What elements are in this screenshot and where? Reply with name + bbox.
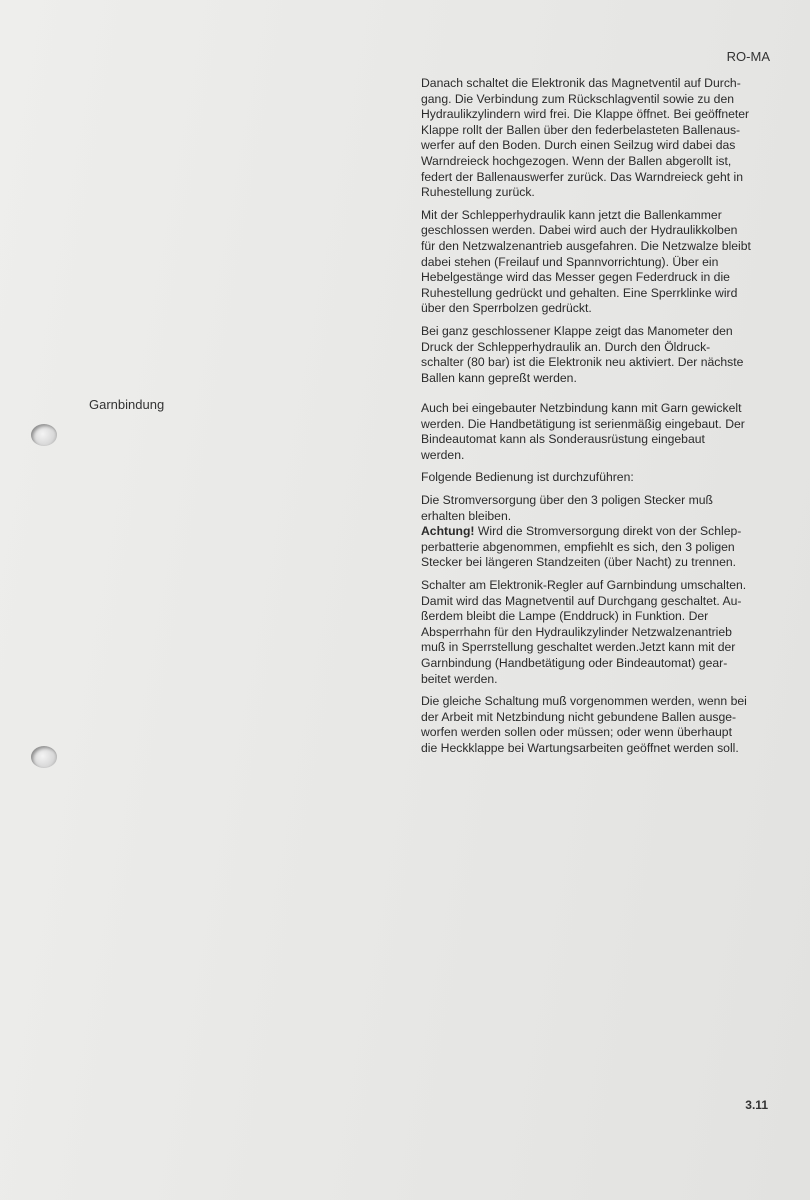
header-reference: RO-MA: [726, 49, 770, 64]
paragraph: Bei ganz geschlossener Klappe zeigt das Manometer den Druck der Schlepperhydraulik an. Durch den Öldruck- schalter (80 bar) ist die Elektronik neu aktiviert. Der nächste Ballen kann gepreßt werden.: [421, 323, 744, 385]
text-column-operation: [421, 76, 771, 393]
paragraph: Schalter am Elektronik-Regler auf Garnbindung umschalten. Damit wird das Magnetventil auf Durchgang geschaltet. Au- ßerdem bleibt die Lampe (Enddruck) in Funktion. Der Absperrhahn für den Hydraulikzylinder Netzwalzenantrieb muß in Sperrstellung geschaltet werden.Jetzt kann mit der Garnbindung (Handbetätigung oder Bindeautomat) gear- beitet werden.: [421, 577, 747, 686]
page-number: 3.11: [745, 1098, 768, 1112]
paragraph: Folgende Bedienung ist durchzuführen:: [421, 470, 634, 485]
paragraph-text: Die Stromversorgung über den 3 poligen Stecker muß erhalten bleiben.: [421, 492, 713, 523]
punch-hole: [31, 746, 57, 768]
warning-text: Wird die Stromversorgung direkt von der Schlep- perbatterie abgenommen, empfiehlt es sich, den 3 poligen Stecker bei längeren Standzeiten (über Nacht) zu trennen.: [421, 524, 742, 570]
text-column-garnbindung: [421, 401, 771, 763]
warning-label: Achtung!: [421, 524, 475, 539]
punch-hole: [31, 424, 57, 446]
section-heading-garnbindung: Garnbindung: [89, 397, 165, 412]
paragraph: Mit der Schlepperhydraulik kann jetzt die Ballenkammer geschlossen werden. Dabei wird auch der Hydraulikkolben für den Netzwalzenantrieb ausgefahren. Die Netzwalze bleibt dabei stehen (Freilauf und Spannvorrichtung). Über ein Hebelgestänge wird das Messer gegen Federdruck in die Ruhestellung gedrückt und gehalten. Eine Sperrklinke wird über den Sperrbolzen gedrückt.: [421, 207, 751, 316]
paragraph: Danach schaltet die Elektronik das Magnetventil auf Durch- gang. Die Verbindung zum Rückschlagventil sowie zu den Hydraulikzylindern wird frei. Die Klappe öffnet. Bei geöffneter Klappe rollt der Ballen über den federbelasteten Ballenaus- werfer auf den Boden. Durch einen Seilzug wird dabei das Warndreieck hochgezogen. Wenn der Ballen abgerollt ist, federt der Ballenauswerfer zurück. Das Warndreieck geht in Ruhestellung zurück.: [421, 76, 750, 200]
paragraph: Auch bei eingebauter Netzbindung kann mit Garn gewickelt werden. Die Handbetätigung ist serienmäßig eingebaut. Der Bindeautomat kann als Sonderausrüstung eingebaut werden.: [421, 401, 745, 462]
paragraph: Die gleiche Schaltung muß vorgenommen werden, wenn bei der Arbeit mit Netzbindung nicht gebundene Ballen ausge- worfen werden sollen oder müssen; oder wenn überhaupt die Heckklappe bei Wartungsarbeiten geöffnet werden soll.: [421, 694, 747, 755]
paragraph-with-warning: [421, 493, 771, 571]
